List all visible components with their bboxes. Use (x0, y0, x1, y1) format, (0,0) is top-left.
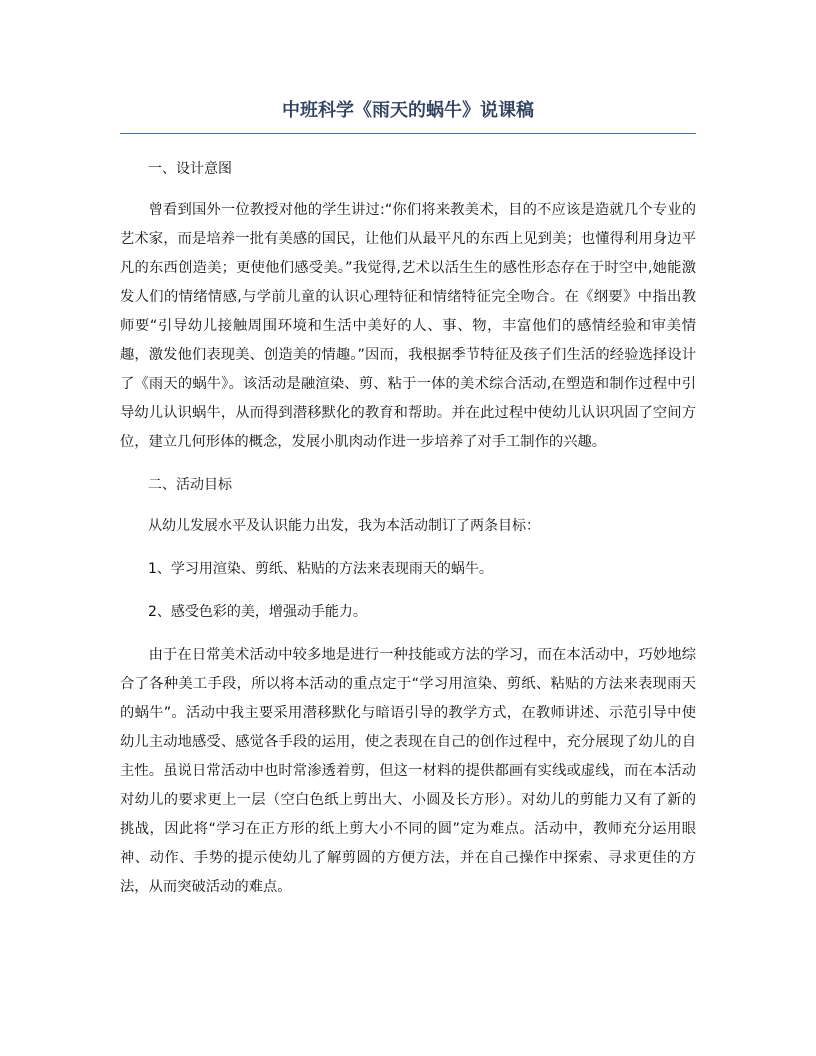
page-title: 中班科学《雨天的蜗牛》说课稿 (282, 100, 534, 121)
activity-goals-intro: 从幼儿发展水平及认识能力出发，我为本活动制订了两条目标： (148, 518, 540, 534)
activity-goal-item: 2、感受色彩的美，增强动手能力。 (148, 604, 367, 620)
title-underline (120, 133, 696, 134)
section-heading-activity-goals: 二、活动目标 (148, 477, 232, 493)
activity-goal-item: 1、学习用渲染、剪纸、粘贴的方法来表现雨天的蜗牛。 (148, 561, 493, 577)
document-body (120, 157, 696, 918)
section-heading-design-intent: 一、设计意图 (148, 161, 232, 177)
key-points-paragraph: 由于在日常美术活动中较多地是进行一种技能或方法的学习，而在本活动中，巧妙地综合了各种美工手段，所以将本活动的重点定于“学习用渲染、剪纸、粘贴的方法来表现雨天的蜗牛”。活动中我主要采用潜移默化与暗语引导的教学方式，在教师讲述、示范引导中使幼儿主动地感受、感觉各手段的运用，使之表现在自己的创作过程中，充分展现了幼儿的自主性。虽说日常活动中也时常渗透着剪，但这一材料的提供都画有实线或虚线，而在本活动对幼儿的要求更上一层（空白色纸上剪出大、小圆及长方形）。对幼儿的剪能力又有了新的挑战，因此将“学习在正方形的纸上剪大小不同的圆”定为难点。活动中，教师充分运用眼神、动作、手势的提示使幼儿了解剪圆的方便方法，并在自己操作中探索、寻求更佳的方法，从而突破活动的难点。 (120, 647, 696, 895)
design-intent-paragraph: 曾看到国外一位教授对他的学生讲过:“你们将来教美术，目的不应该是造就几个专业的艺术家，而是培养一批有美感的国民，让他们从最平凡的东西上见到美；也懂得利用身边平凡的东西创造美；更使他们感受美。”我觉得,艺术以活生生的感性形态存在于时空中,她能激发人们的情绪情感,与学前儿童的认识心理特征和情绪特征完全吻合。在《纲要》中指出教师要“引导幼儿接触周围环境和生活中美好的人、事、物，丰富他们的感情经验和审美情趣，激发他们表现美、创造美的情趣。”因而，我根据季节特征及孩子们生活的经验选择设计了《雨天的蜗牛》。该活动是融渲染、剪、粘于一体的美术综合活动,在塑造和制作过程中引导幼儿认识蜗牛，从而得到潜移默化的教育和帮助。并在此过程中使幼儿认识巩固了空间方位，建立几何形体的概念，发展小肌肉动作进一步培养了对手工制作的兴趣。 (120, 202, 696, 450)
